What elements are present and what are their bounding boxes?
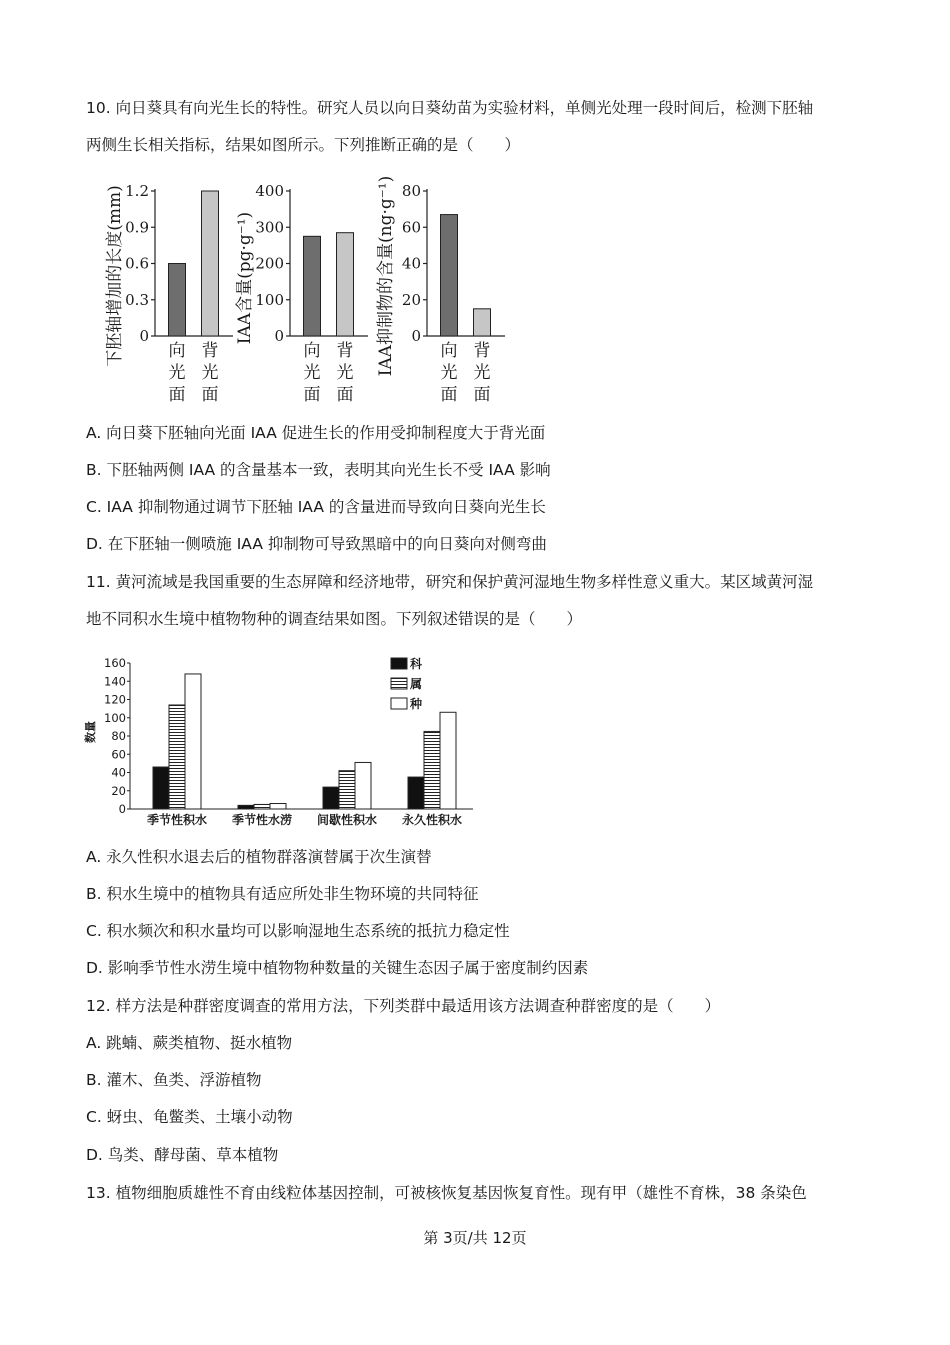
y-axis-label: IAA含量(pg·g⁻¹) bbox=[235, 211, 255, 345]
x-tick-label-char: 向 bbox=[303, 341, 321, 361]
page-footer: 第 3页/共 12页 bbox=[423, 1229, 527, 1247]
x-tick-label-char: 面 bbox=[201, 385, 219, 405]
y-tick-label: 160 bbox=[104, 656, 126, 670]
x-tick-label-char: 向 bbox=[168, 341, 186, 361]
x-tick-label-char: 背 bbox=[336, 341, 354, 361]
bar-科 bbox=[153, 767, 169, 809]
chart-iaa-inhibitor bbox=[376, 176, 505, 405]
y-axis-label: IAA抑制物的含量(ng·g⁻¹) bbox=[376, 175, 396, 377]
y-tick-label: 1.2 bbox=[125, 182, 149, 200]
q10-option-a: A. 向日葵下胚轴向光面 IAA 促进生长的作用受抑制程度大于背光面 bbox=[86, 424, 546, 442]
legend-swatch-属 bbox=[391, 678, 407, 689]
x-tick-label-char: 光 bbox=[336, 363, 354, 383]
x-tick-label-char: 光 bbox=[473, 363, 491, 383]
x-tick-label-char: 向 bbox=[440, 341, 458, 361]
q12-option-c: C. 蚜虫、龟鳖类、土壤小动物 bbox=[86, 1108, 293, 1126]
x-tick-label: 季节性积水 bbox=[146, 813, 208, 827]
y-tick-label: 60 bbox=[401, 218, 421, 237]
bar-科 bbox=[408, 777, 424, 809]
bar-科 bbox=[323, 787, 339, 809]
y-axis-label: 下胚轴增加的长度(mm) bbox=[105, 185, 125, 367]
q10-option-b: B. 下胚轴两侧 IAA 的含量基本一致，表明其向光生长不受 IAA 影响 bbox=[86, 461, 551, 479]
q10-figure bbox=[96, 168, 526, 408]
y-tick-label: 0.3 bbox=[125, 290, 149, 309]
legend-label: 属 bbox=[410, 677, 423, 691]
x-tick-label-char: 光 bbox=[303, 363, 321, 383]
q11-stem-line1: 11. 黄河流域是我国重要的生态屏障和经济地带，研究和保护黄河湿地生物多样性意义重大。某区域黄河湿 bbox=[86, 573, 814, 591]
y-tick-label: 120 bbox=[104, 692, 126, 707]
q11-option-d: D. 影响季节性水涝生境中植物物种数量的关键生态因子属于密度制约因素 bbox=[86, 959, 589, 977]
legend-swatch-科 bbox=[391, 658, 407, 669]
q12-stem: 12. 样方法是种群密度调查的常用方法，下列类群中最适用该方法调查种群密度的是（ ） bbox=[86, 997, 721, 1015]
y-tick-label: 60 bbox=[111, 747, 126, 762]
bar-种 bbox=[185, 674, 201, 809]
chart-plant-species bbox=[83, 656, 473, 827]
x-tick-label-char: 面 bbox=[473, 385, 491, 405]
x-tick-label: 间歇性积水 bbox=[316, 813, 378, 827]
x-tick-label-char: 背 bbox=[473, 341, 491, 361]
x-tick-label: 季节性水涝 bbox=[231, 813, 293, 827]
x-tick-label: 永久性积水 bbox=[401, 813, 463, 827]
q11-stem-line2: 地不同积水生境中植物物种的调查结果如图。下列叙述错误的是（ ） bbox=[86, 610, 583, 628]
q12-option-a: A. 跳蝻、蕨类植物、挺水植物 bbox=[86, 1034, 293, 1052]
x-tick-label-char: 面 bbox=[168, 385, 186, 405]
y-tick-label: 40 bbox=[111, 765, 126, 780]
y-tick-label: 0 bbox=[139, 327, 149, 345]
chart-hypocotyl-length bbox=[105, 182, 233, 405]
q10-stem-line1: 10. 向日葵具有向光生长的特性。研究人员以向日葵幼苗为实验材料，单侧光处理一段时间后，检测下胚轴 bbox=[86, 99, 814, 117]
y-axis-label: 数量 bbox=[84, 721, 97, 743]
bar-属 bbox=[169, 705, 185, 809]
y-tick-label: 0.6 bbox=[125, 254, 149, 273]
q12-option-b: B. 灌木、鱼类、浮游植物 bbox=[86, 1071, 262, 1089]
bar-sunny-side bbox=[304, 236, 321, 336]
y-tick-label: 300 bbox=[255, 218, 284, 237]
q10-option-c: C. IAA 抑制物通过调节下胚轴 IAA 的含量进而导致向日葵向光生长 bbox=[86, 498, 546, 516]
y-tick-label: 0 bbox=[274, 327, 284, 345]
x-tick-label-char: 光 bbox=[168, 363, 186, 383]
bar-shade-side bbox=[337, 233, 354, 336]
y-tick-label: 0.9 bbox=[125, 218, 149, 237]
q13-stem-line1: 13. 植物细胞质雄性不育由线粒体基因控制，可被核恢复基因恢复育性。现有甲（雄性不育株，38 条染色 bbox=[86, 1184, 807, 1202]
bar-shade-side bbox=[202, 191, 219, 336]
y-tick-label: 140 bbox=[104, 674, 126, 689]
bar-sunny-side bbox=[441, 215, 458, 336]
q11-option-a: A. 永久性积水退去后的植物群落演替属于次生演替 bbox=[86, 848, 432, 866]
x-tick-label-char: 面 bbox=[336, 385, 354, 405]
y-tick-label: 0 bbox=[411, 327, 421, 345]
y-tick-label: 0 bbox=[118, 802, 126, 816]
bar-属 bbox=[254, 804, 270, 809]
y-tick-label: 100 bbox=[104, 710, 126, 725]
x-tick-label-char: 面 bbox=[303, 385, 321, 405]
q10-option-d: D. 在下胚轴一侧喷施 IAA 抑制物可导致黑暗中的向日葵向对侧弯曲 bbox=[86, 535, 547, 553]
x-tick-label-char: 光 bbox=[440, 363, 458, 383]
bar-科 bbox=[238, 805, 254, 809]
bar-shade-side bbox=[474, 309, 491, 336]
x-tick-label-char: 光 bbox=[201, 363, 219, 383]
q10-stem-line2: 两侧生长相关指标，结果如图所示。下列推断正确的是（ ） bbox=[86, 136, 521, 154]
y-tick-label: 80 bbox=[401, 182, 421, 200]
q11-option-b: B. 积水生境中的植物具有适应所处非生物环境的共同特征 bbox=[86, 885, 479, 903]
bar-属 bbox=[424, 731, 440, 809]
bar-属 bbox=[339, 771, 355, 809]
y-tick-label: 100 bbox=[255, 290, 284, 309]
y-tick-label: 20 bbox=[111, 783, 126, 798]
legend-label: 种 bbox=[410, 697, 423, 711]
legend-label: 科 bbox=[410, 657, 423, 671]
q11-figure bbox=[80, 650, 480, 835]
y-tick-label: 80 bbox=[111, 729, 126, 743]
x-tick-label-char: 面 bbox=[440, 385, 458, 405]
y-tick-label: 200 bbox=[255, 254, 284, 273]
y-tick-label: 20 bbox=[401, 290, 421, 309]
q11-option-c: C. 积水频次和积水量均可以影响湿地生态系统的抵抗力稳定性 bbox=[86, 922, 510, 940]
chart-iaa-content bbox=[235, 182, 368, 405]
bar-种 bbox=[270, 804, 286, 809]
x-tick-label-char: 背 bbox=[201, 341, 219, 361]
bar-sunny-side bbox=[169, 264, 186, 337]
bar-种 bbox=[355, 762, 371, 809]
bar-种 bbox=[440, 712, 456, 809]
q12-option-d: D. 鸟类、酵母菌、草本植物 bbox=[86, 1146, 279, 1164]
y-tick-label: 400 bbox=[255, 182, 284, 200]
legend-swatch-种 bbox=[391, 698, 407, 709]
y-tick-label: 40 bbox=[401, 254, 421, 273]
